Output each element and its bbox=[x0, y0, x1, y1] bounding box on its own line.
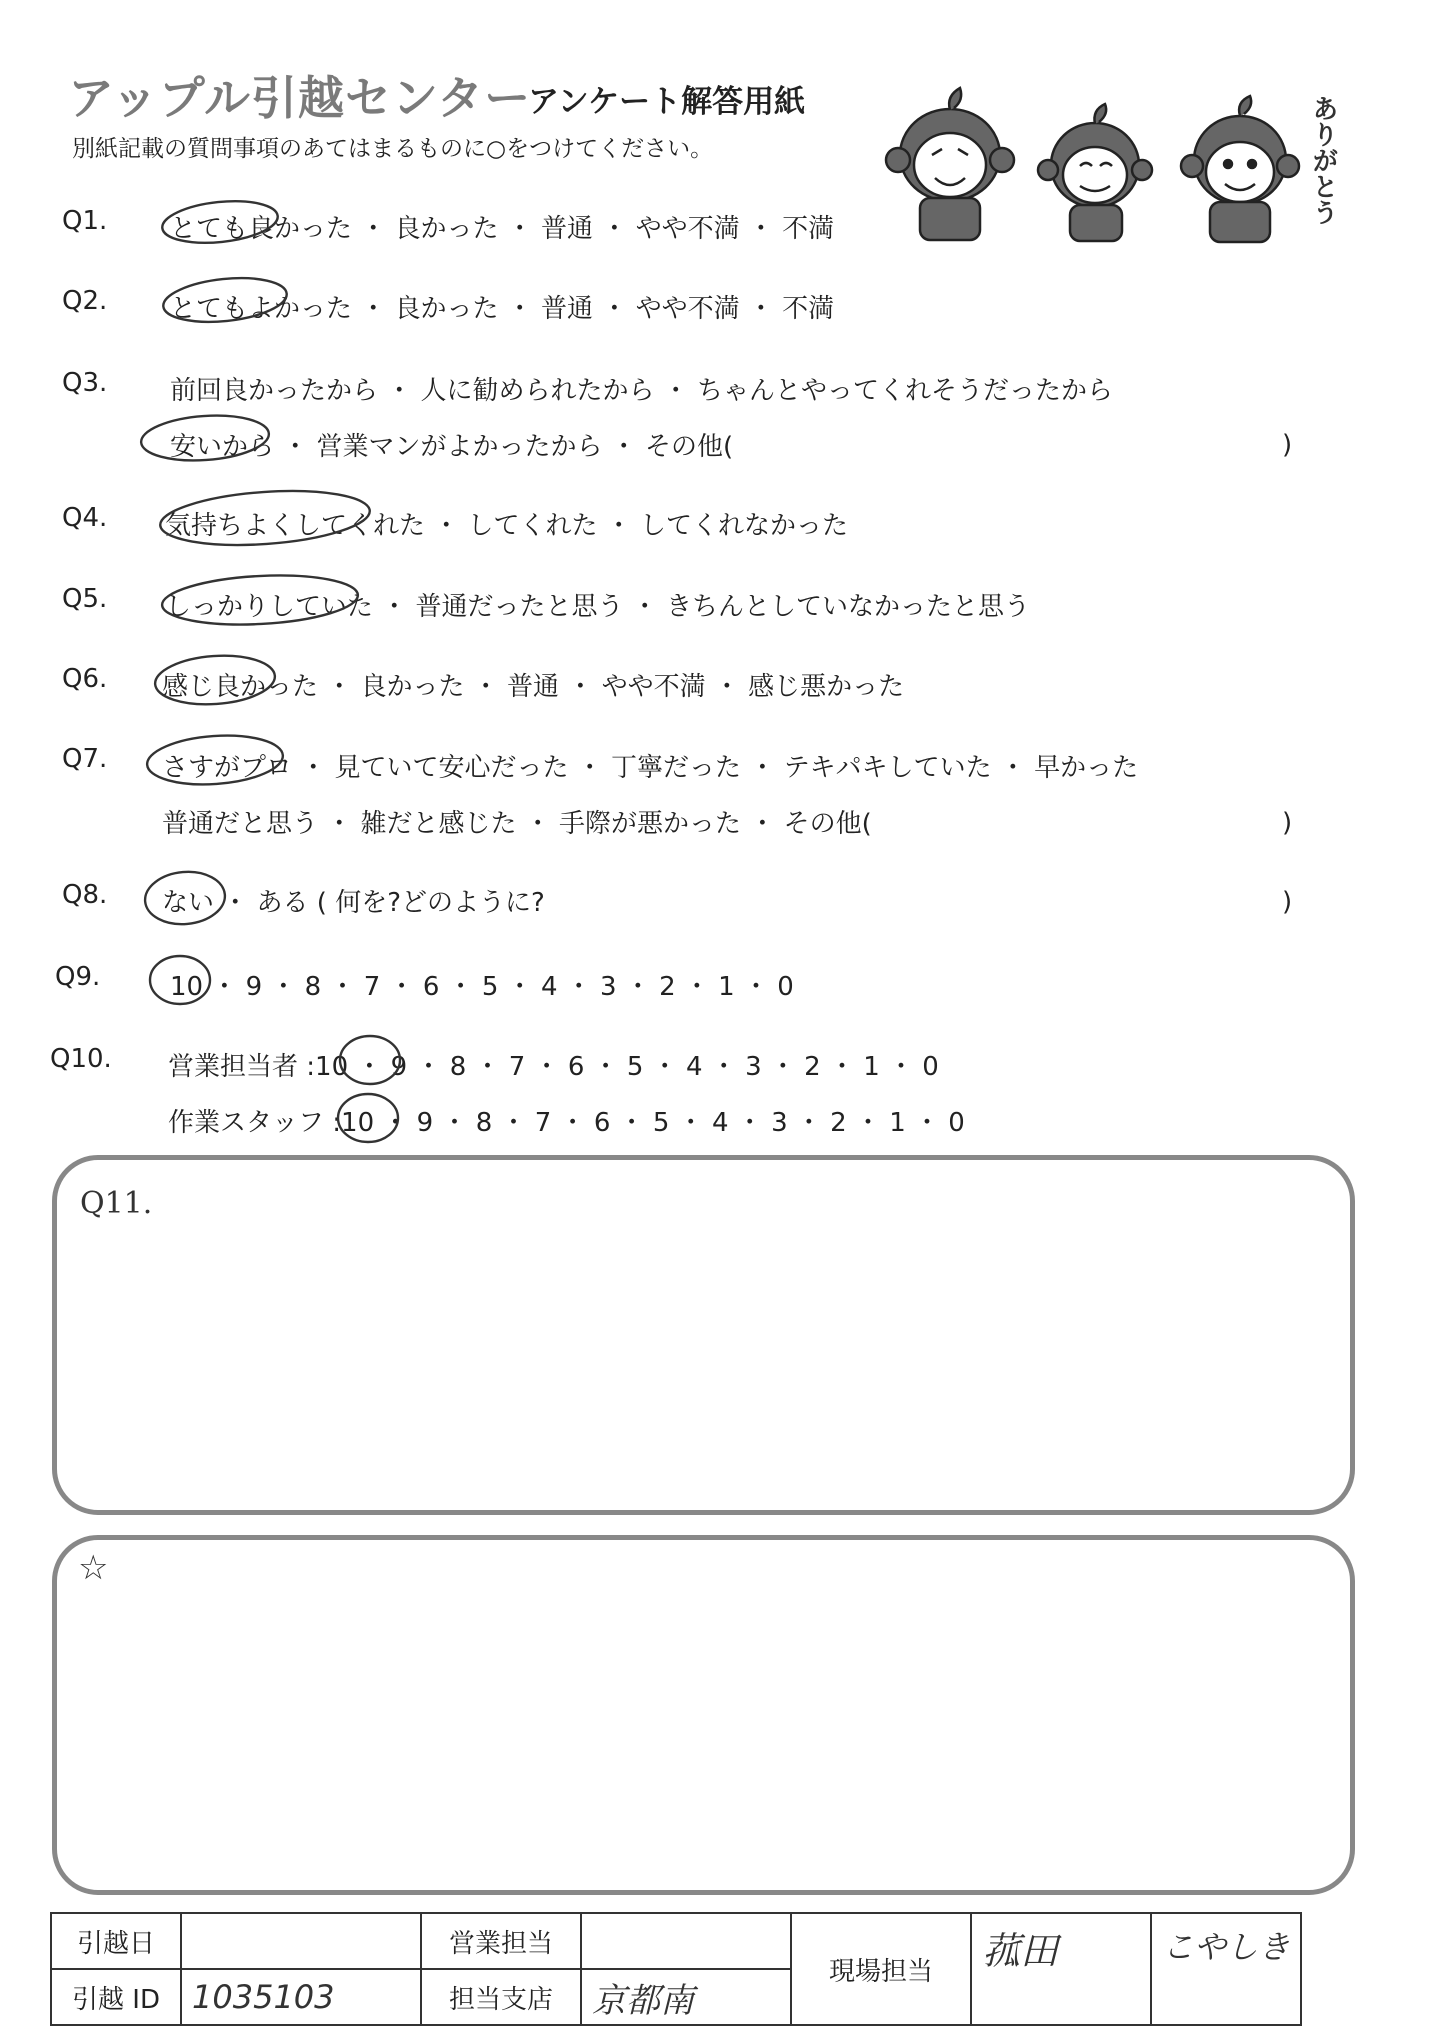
q7-label: Q7. bbox=[62, 744, 108, 774]
site-staff-value-1: 菰田 bbox=[982, 1929, 1059, 1973]
q8-close-paren: ) bbox=[1282, 887, 1293, 917]
q3-options-line1: 前回良かったから ・ 人に勧められたから ・ ちゃんとやってくれそうだったから bbox=[170, 376, 1114, 406]
site-staff-value-2: こやしき bbox=[1162, 1928, 1291, 1966]
q3-close-paren: ) bbox=[1282, 430, 1293, 460]
site-staff-value-1-cell[interactable] bbox=[971, 1913, 1151, 2025]
q7-options-line2: 普通だと思う ・ 雑だと感じた ・ 手際が悪かった ・ その他( bbox=[162, 809, 872, 839]
branch-value: 京都南 bbox=[592, 1980, 694, 2021]
q6-label: Q6. bbox=[62, 664, 108, 694]
q10-staff-scale: 作業スタッフ :10 ・ 9 ・ 8 ・ 7 ・ 6 ・ 5 ・ 4 ・ 3 ・ 2 ・ 1 ・ 0 bbox=[168, 1108, 965, 1138]
move-id-cell[interactable] bbox=[181, 1969, 421, 2025]
star-comment-box[interactable] bbox=[52, 1535, 1355, 1895]
move-id-label: 引越 ID bbox=[51, 1969, 181, 2025]
q2-options: とてもよかった ・ 良かった ・ 普通 ・ やや不満 ・ 不満 bbox=[170, 294, 835, 324]
branch-label: 担当支店 bbox=[421, 1969, 581, 2025]
q11-comment-box[interactable] bbox=[52, 1155, 1355, 1515]
site-staff-label: 現場担当 bbox=[791, 1913, 971, 2025]
move-date-label: 引越日 bbox=[51, 1913, 181, 1969]
branch-cell[interactable] bbox=[581, 1969, 791, 2025]
q2-label: Q2. bbox=[62, 286, 108, 316]
company-name: アップル引越センター bbox=[68, 71, 532, 125]
q8-options: ない ・ ある ( 何を?どのように? bbox=[162, 888, 545, 918]
q9-label: Q9. bbox=[55, 962, 101, 992]
q10-sales-scale: 営業担当者 :10 ・ 9 ・ 8 ・ 7 ・ 6 ・ 5 ・ 4 ・ 3 ・ 2 ・ 1 ・ 0 bbox=[168, 1052, 939, 1082]
sales-rep-label: 営業担当 bbox=[421, 1913, 581, 1969]
arigatou-text: ありがとう bbox=[1308, 95, 1338, 225]
form-title: アンケート解答用紙 bbox=[528, 84, 806, 120]
star-icon: ☆ bbox=[78, 1548, 109, 1588]
site-staff-value-2-cell[interactable] bbox=[1151, 1913, 1301, 2025]
move-id-value: 1035103 bbox=[192, 1978, 335, 2016]
q8-label: Q8. bbox=[62, 880, 108, 910]
q4-label: Q4. bbox=[62, 503, 108, 533]
instruction-text: 別紙記載の質問事項のあてはまるものに○をつけてください。 bbox=[72, 136, 714, 162]
q6-options: 感じ良かった ・ 良かった ・ 普通 ・ やや不満 ・ 感じ悪かった bbox=[162, 672, 905, 702]
q7-options-line1: さすがプロ ・ 見ていて安心だった ・ 丁寧だった ・ テキパキしていた ・ 早かった bbox=[162, 753, 1139, 783]
q1-options: とても良かった ・ 良かった ・ 普通 ・ やや不満 ・ 不満 bbox=[170, 214, 835, 244]
q7-close-paren: ) bbox=[1282, 808, 1293, 838]
q9-scale: 10 ・ 9 ・ 8 ・ 7 ・ 6 ・ 5 ・ 4 ・ 3 ・ 2 ・ 1 ・ 0 bbox=[170, 972, 794, 1002]
q10-label: Q10. bbox=[50, 1044, 112, 1074]
q5-label: Q5. bbox=[62, 584, 108, 614]
sales-rep-value[interactable] bbox=[581, 1913, 791, 1969]
q3-options-line2: 安いから ・ 営業マンがよかったから ・ その他( bbox=[170, 432, 734, 462]
q4-options: 気持ちよくしてくれた ・ してくれた ・ してくれなかった bbox=[165, 511, 849, 541]
footer-info-table bbox=[50, 1912, 1302, 2026]
q1-label: Q1. bbox=[62, 206, 108, 236]
q5-options: しっかりしていた ・ 普通だったと思う ・ きちんとしていなかったと思う bbox=[165, 592, 1031, 622]
move-date-value[interactable] bbox=[181, 1913, 421, 1969]
q3-label: Q3. bbox=[62, 368, 108, 398]
q11-label: Q11. bbox=[80, 1186, 153, 1221]
